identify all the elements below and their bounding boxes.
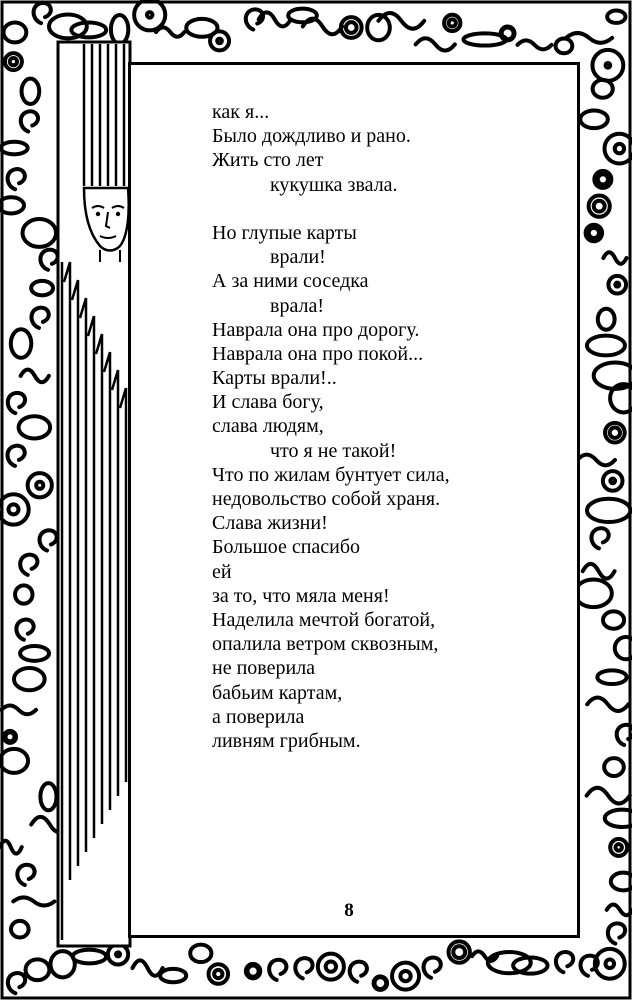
stanza-break [212, 197, 450, 221]
poem-line: Но глупые карты [212, 221, 357, 244]
poem-line: врали! [270, 246, 326, 269]
poem-line: Большое спасибо [212, 536, 361, 559]
poem-line: а поверила [212, 705, 305, 728]
poem-line: как я... [212, 101, 270, 123]
poem-line: Карты врали!.. [212, 367, 337, 390]
poem-line: за то, что мяла меня! [212, 584, 390, 607]
poem-line: Что по жилам бунтует сила, [212, 463, 450, 486]
poem-line: не поверила [212, 657, 316, 680]
poem-text [212, 100, 450, 753]
poem-line: врала! [270, 294, 325, 317]
poem-line: Наврала она про дорогу. [212, 318, 420, 341]
poem-line: что я не такой! [270, 439, 397, 462]
poem-line: бабьим картам, [212, 681, 343, 704]
poem-line: Наврала она про покой... [212, 342, 424, 365]
poem-line: слава людям, [212, 415, 324, 438]
poem-line: Жить сто лет [212, 149, 324, 172]
poem-line: ей [212, 560, 232, 583]
poem-line: Было дождливо и рано. [212, 125, 411, 148]
face-column-figure [58, 42, 130, 946]
poem-line: недовольство собой храня. [212, 488, 441, 510]
poem-line: опалила ветром сквозным, [212, 633, 439, 656]
poem-line: Слава жизни! [212, 512, 328, 535]
poem-line: А за ними соседка [212, 270, 369, 293]
poem-line: ливням грибным. [212, 729, 361, 752]
poem-line: кукушка звала. [270, 173, 398, 196]
poem-line: И слава богу, [212, 391, 324, 414]
poem-line: Наделила мечтой богатой, [212, 608, 436, 631]
page-number: 8 [344, 900, 354, 921]
